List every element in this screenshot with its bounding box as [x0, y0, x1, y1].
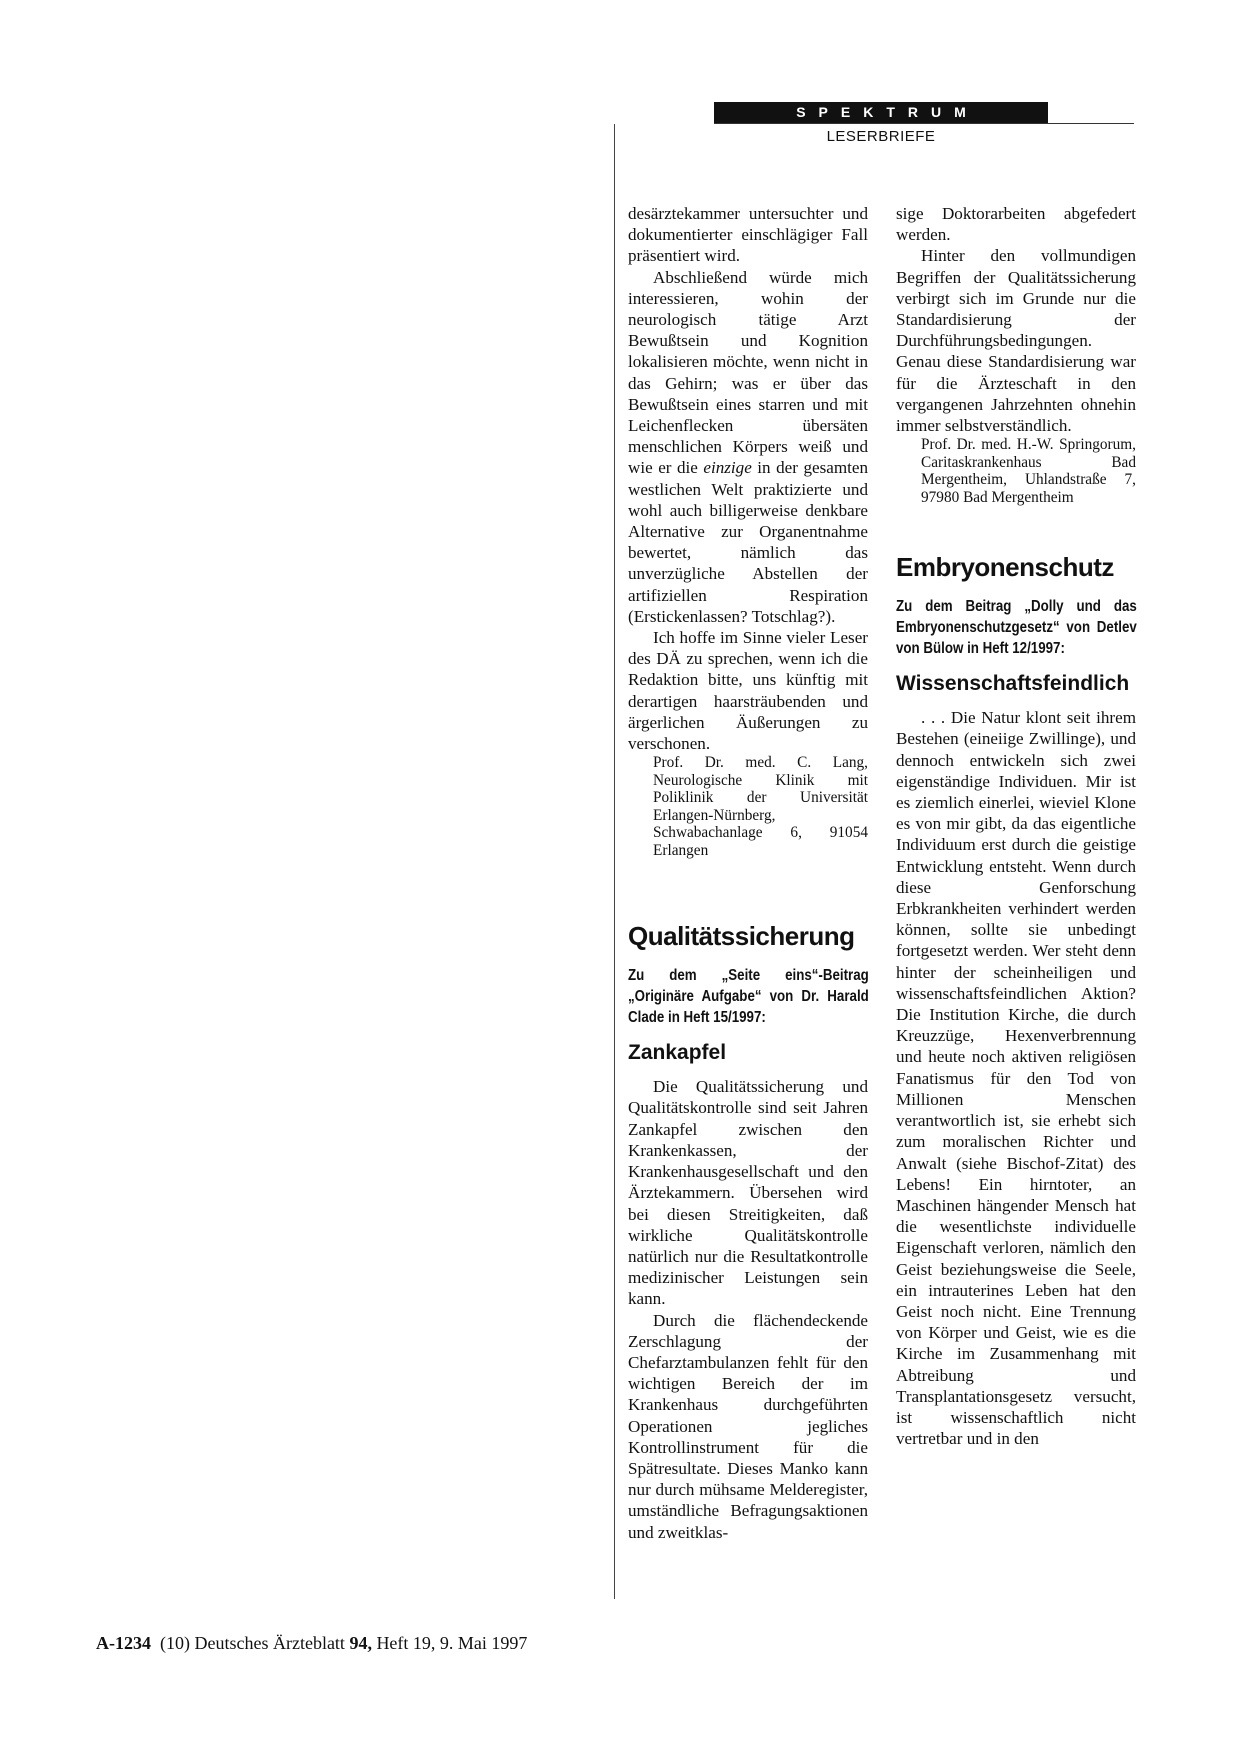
paragraph: . . . Die Natur klont seit ihrem Bestehen (eineiige Zwillinge), und dennoch entwickeln sich zwei eigenständige Individuen. Mir ist es ziemlich einerlei, wieviel Klone es von mir gibt, da das eigentliche Individuum erst durch die geistige Entwicklung entsteht. Wenn durch diese Genforschung Erbkrankheiten verhindert werden können, sollte sie unbedingt fortgesetzt werden. Wer steht denn hinter der scheinheiligen und wissenschaftsfeindlichen Aktion? Die Institution Kirche, die durch Kreuzzüge, Hexenverbrennung und heute noch aktiven religiösen Fanatismus für den Tod von Millionen Menschen verantwortlich ist, sie erhebt sich zum moralischen Richter und Anwalt (siehe Bischof-Zitat) des Lebens! Ein hirntoter, an Maschinen hängender Mensch hat die wesentlichste individuelle Eigenschaft verloren, nämlich den Geist beziehungsweise die Seele, ein intrauterines Leben hat den Geist noch nicht. Eine Trennung von Körper und Geist, wie es die Kirche im Zusammenhang mit Abtreibung und Transplantationsgesetz versucht, ist wissenschaftlich nicht vertretbar und in den — [896, 708, 1136, 1449]
paragraph: Hinter den vollmundigen Begriffen der Qualitätssicherung verbirgt sich im Grunde nur die Standardisierung der Durchführungsbedingungen. Genau diese Standardisierung war für die Ärzteschaft in den vergangenen Jahrzehnten ohnehin immer selbstverständlich. — [896, 246, 1136, 436]
page-number: A-1234 — [96, 1633, 151, 1653]
letter-heading: Zankapfel — [628, 1041, 727, 1065]
paragraph: Die Qualitätssicherung und Qualitätskontrolle sind seit Jahren Zankapfel zwischen den Krankenkassen, der Krankenhausgesellschaft und den Ärztekammern. Übersehen wird bei diesen Streitigkeiten, daß wirkliche Qualitätskontrolle natürlich nur die Resultatkontrolle medizinischer Leistungen sein kann. — [628, 1077, 868, 1309]
letter-signature: Prof. Dr. med. C. Lang, Neurologische Klinik mit Poliklinik der Universität Erlangen-Nürnberg, Schwabachanlage 6, 91054 Erlangen — [653, 754, 868, 859]
section-subtitle: Zu dem „Seite eins“-Beitrag „Originäre Aufgabe“ von Dr. Harald Clade in Heft 15/1997: — [628, 967, 869, 1027]
section-label: SPEKTRUM — [796, 104, 979, 120]
column-left — [628, 203, 868, 1543]
paragraph: desärztekammer untersuchter und dokumentierter einschlägiger Fall präsentiert wird. — [628, 204, 868, 266]
section-title: Embryonenschutz — [896, 552, 1114, 583]
paragraph: sige Doktorarbeiten abgefedert werden. — [896, 204, 1136, 245]
paragraph: Ich hoffe im Sinne vieler Leser des DÄ zu sprechen, wenn ich die Redaktion bitte, uns künftig mit derartigen haarsträubenden und ärgerlichen Äußerungen zu verschonen. — [628, 628, 868, 754]
page-footer: A-1234 (10) Deutsches Ärzteblatt 94, Heft 19, 9. Mai 1997 — [96, 1633, 528, 1653]
letter-signature: Prof. Dr. med. H.-W. Springorum, Caritaskrankenhaus Bad Mergentheim, Uhlandstraße 7, 97980 Bad Mergentheim — [921, 436, 1136, 506]
section-subtitle: Zu dem Beitrag „Dolly und das Embryonenschutzgesetz“ von Detlev von Bülow in Heft 12/1997: — [896, 598, 1137, 658]
header-rule — [714, 123, 1134, 124]
subsection-label: LESERBRIEFE — [826, 128, 936, 145]
column-divider — [614, 124, 615, 1599]
paragraph: Abschließend würde mich interessieren, wohin der neurologisch tätige Arzt Bewußtsein und Kognition lokalisieren möchte, wenn nicht in das Gehirn; was er über das Bewußtsein eines starren und mit Leichenflecken übersäten menschlichen Körpers weiß und wie er die einzige in der gesamten westlichen Welt praktizierte und wohl auch billigerweise denkbare Alternative zur Organentnahme bewertet, nämlich das unverzügliche Abstellen der artifiziellen Respiration (Erstickenlassen? Totschlag?). — [628, 267, 868, 626]
paragraph: Durch die flächendeckende Zerschlagung der Chefarztambulanzen fehlt für den wichtigen Bereich der im Krankenhaus durchgeführten Operationen jegliches Kontrollinstrument für die Spätresultate. Dieses Manko kann nur durch mühsame Melderegister, umständliche Befragungsaktionen und zweitklas- — [628, 1310, 868, 1542]
column-right — [896, 203, 1136, 1449]
section-banner — [714, 102, 1048, 123]
letter-heading: Wissenschaftsfeindlich — [896, 672, 1130, 696]
section-title: Qualitätssicherung — [628, 921, 855, 952]
